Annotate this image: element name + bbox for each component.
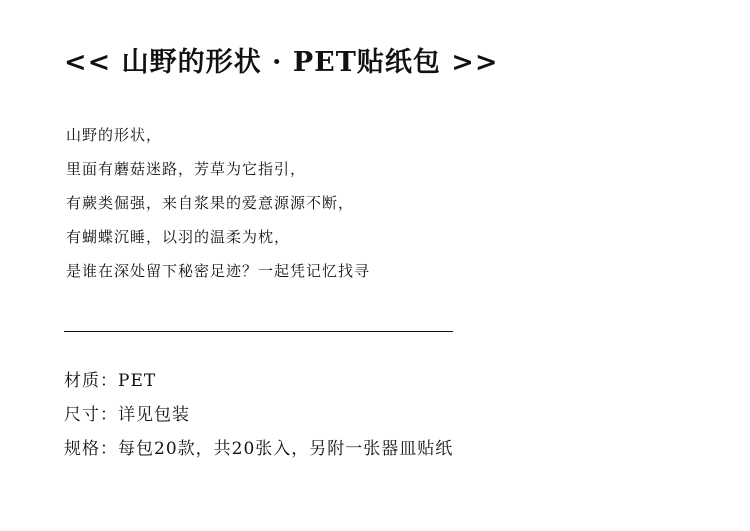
page-title: << 山野的形状 · PET贴纸包 >> [64, 47, 499, 78]
poem-line: 山野的形状， [66, 126, 163, 144]
spec-size: 尺寸：详见包装 [64, 405, 190, 425]
poem-line: 是谁在深处留下秘密足迹？一起凭记忆找寻 [66, 262, 371, 280]
divider-line [64, 331, 453, 332]
poem-line: 里面有蘑菇迷路，芳草为它指引， [66, 160, 307, 178]
poem-line: 有蕨类倔强，来自浆果的爱意源源不断， [66, 194, 355, 212]
spec-format: 规格：每包20款，共20张入，另附一张器皿贴纸 [64, 439, 454, 459]
poem-text [66, 118, 370, 288]
product-specs [64, 364, 453, 466]
spec-material: 材质：PET [64, 371, 157, 391]
poem-line: 有蝴蝶沉睡，以羽的温柔为枕， [66, 228, 291, 246]
